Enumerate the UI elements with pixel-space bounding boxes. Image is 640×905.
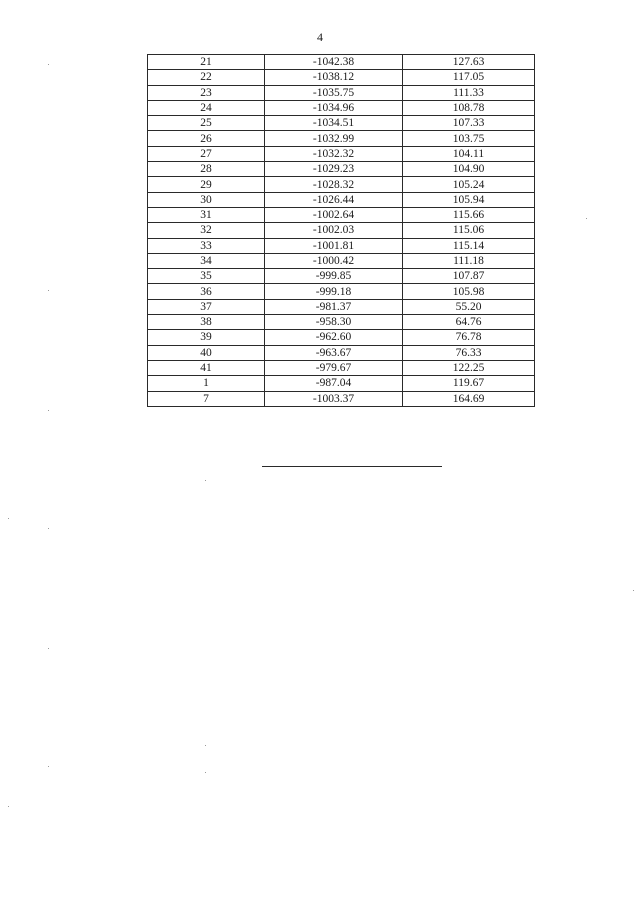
y-coordinate-cell: 104.11 [403, 146, 535, 161]
y-coordinate-cell: 108.78 [403, 100, 535, 115]
table-row [148, 238, 535, 253]
table-row [148, 162, 535, 177]
point-number-cell: 25 [148, 116, 265, 131]
table-row [148, 376, 535, 391]
x-coordinate-cell: -999.18 [265, 284, 403, 299]
x-coordinate-cell: -999.85 [265, 269, 403, 284]
end-of-document-rule [262, 466, 442, 467]
x-coordinate-cell: -1034.96 [265, 100, 403, 115]
x-coordinate-cell: -1038.12 [265, 70, 403, 85]
point-number-cell: 7 [148, 391, 265, 406]
point-number-cell: 1 [148, 376, 265, 391]
point-number-cell: 36 [148, 284, 265, 299]
y-coordinate-cell: 111.33 [403, 85, 535, 100]
scan-speck [205, 745, 206, 746]
table-row [148, 131, 535, 146]
table-row [148, 330, 535, 345]
point-number-cell: 23 [148, 85, 265, 100]
x-coordinate-cell: -1000.42 [265, 253, 403, 268]
scan-speck [48, 64, 49, 65]
coordinates-table [147, 54, 535, 407]
x-coordinate-cell: -958.30 [265, 315, 403, 330]
point-number-cell: 29 [148, 177, 265, 192]
y-coordinate-cell: 64.76 [403, 315, 535, 330]
x-coordinate-cell: -1032.32 [265, 146, 403, 161]
y-coordinate-cell: 111.18 [403, 253, 535, 268]
table-row [148, 299, 535, 314]
scan-speck [48, 766, 49, 767]
table-row [148, 253, 535, 268]
x-coordinate-cell: -1029.23 [265, 162, 403, 177]
scan-speck [8, 806, 9, 807]
x-coordinate-cell: -1042.38 [265, 55, 403, 70]
x-coordinate-cell: -963.67 [265, 345, 403, 360]
point-number-cell: 31 [148, 207, 265, 222]
x-coordinate-cell: -1034.51 [265, 116, 403, 131]
point-number-cell: 32 [148, 223, 265, 238]
table-row [148, 360, 535, 375]
point-number-cell: 22 [148, 70, 265, 85]
table-row [148, 391, 535, 406]
y-coordinate-cell: 115.06 [403, 223, 535, 238]
x-coordinate-cell: -981.37 [265, 299, 403, 314]
table-row [148, 146, 535, 161]
scan-speck [205, 480, 206, 481]
table-row [148, 223, 535, 238]
table-row [148, 207, 535, 222]
scan-speck [633, 590, 634, 591]
scan-speck [8, 518, 9, 519]
point-number-cell: 37 [148, 299, 265, 314]
point-number-cell: 26 [148, 131, 265, 146]
scan-speck [48, 410, 49, 411]
point-number-cell: 27 [148, 146, 265, 161]
table-row [148, 269, 535, 284]
y-coordinate-cell: 107.87 [403, 269, 535, 284]
point-number-cell: 21 [148, 55, 265, 70]
scan-speck [205, 772, 206, 773]
point-number-cell: 33 [148, 238, 265, 253]
table-row [148, 284, 535, 299]
point-number-cell: 34 [148, 253, 265, 268]
y-coordinate-cell: 119.67 [403, 376, 535, 391]
x-coordinate-cell: -1028.32 [265, 177, 403, 192]
y-coordinate-cell: 117.05 [403, 70, 535, 85]
y-coordinate-cell: 103.75 [403, 131, 535, 146]
scan-speck [586, 218, 587, 219]
y-coordinate-cell: 105.94 [403, 192, 535, 207]
x-coordinate-cell: -979.67 [265, 360, 403, 375]
x-coordinate-cell: -1032.99 [265, 131, 403, 146]
y-coordinate-cell: 115.14 [403, 238, 535, 253]
coordinates-table-body [148, 55, 535, 407]
x-coordinate-cell: -962.60 [265, 330, 403, 345]
table-row [148, 177, 535, 192]
table-row [148, 70, 535, 85]
x-coordinate-cell: -1001.81 [265, 238, 403, 253]
point-number-cell: 40 [148, 345, 265, 360]
x-coordinate-cell: -1035.75 [265, 85, 403, 100]
y-coordinate-cell: 105.98 [403, 284, 535, 299]
point-number-cell: 39 [148, 330, 265, 345]
x-coordinate-cell: -1002.03 [265, 223, 403, 238]
point-number-cell: 35 [148, 269, 265, 284]
table-row [148, 345, 535, 360]
table-row [148, 100, 535, 115]
point-number-cell: 28 [148, 162, 265, 177]
y-coordinate-cell: 55.20 [403, 299, 535, 314]
y-coordinate-cell: 122.25 [403, 360, 535, 375]
y-coordinate-cell: 115.66 [403, 207, 535, 222]
table-row [148, 55, 535, 70]
x-coordinate-cell: -1002.64 [265, 207, 403, 222]
point-number-cell: 38 [148, 315, 265, 330]
y-coordinate-cell: 164.69 [403, 391, 535, 406]
scan-speck [48, 528, 49, 529]
table-row [148, 192, 535, 207]
page-number: 4 [317, 30, 323, 44]
table-row [148, 315, 535, 330]
y-coordinate-cell: 107.33 [403, 116, 535, 131]
point-number-cell: 41 [148, 360, 265, 375]
x-coordinate-cell: -1003.37 [265, 391, 403, 406]
y-coordinate-cell: 76.33 [403, 345, 535, 360]
scan-speck [48, 648, 49, 649]
point-number-cell: 30 [148, 192, 265, 207]
table-row [148, 85, 535, 100]
y-coordinate-cell: 76.78 [403, 330, 535, 345]
scan-speck [48, 290, 49, 291]
x-coordinate-cell: -987.04 [265, 376, 403, 391]
x-coordinate-cell: -1026.44 [265, 192, 403, 207]
point-number-cell: 24 [148, 100, 265, 115]
y-coordinate-cell: 104.90 [403, 162, 535, 177]
y-coordinate-cell: 105.24 [403, 177, 535, 192]
table-row [148, 116, 535, 131]
y-coordinate-cell: 127.63 [403, 55, 535, 70]
